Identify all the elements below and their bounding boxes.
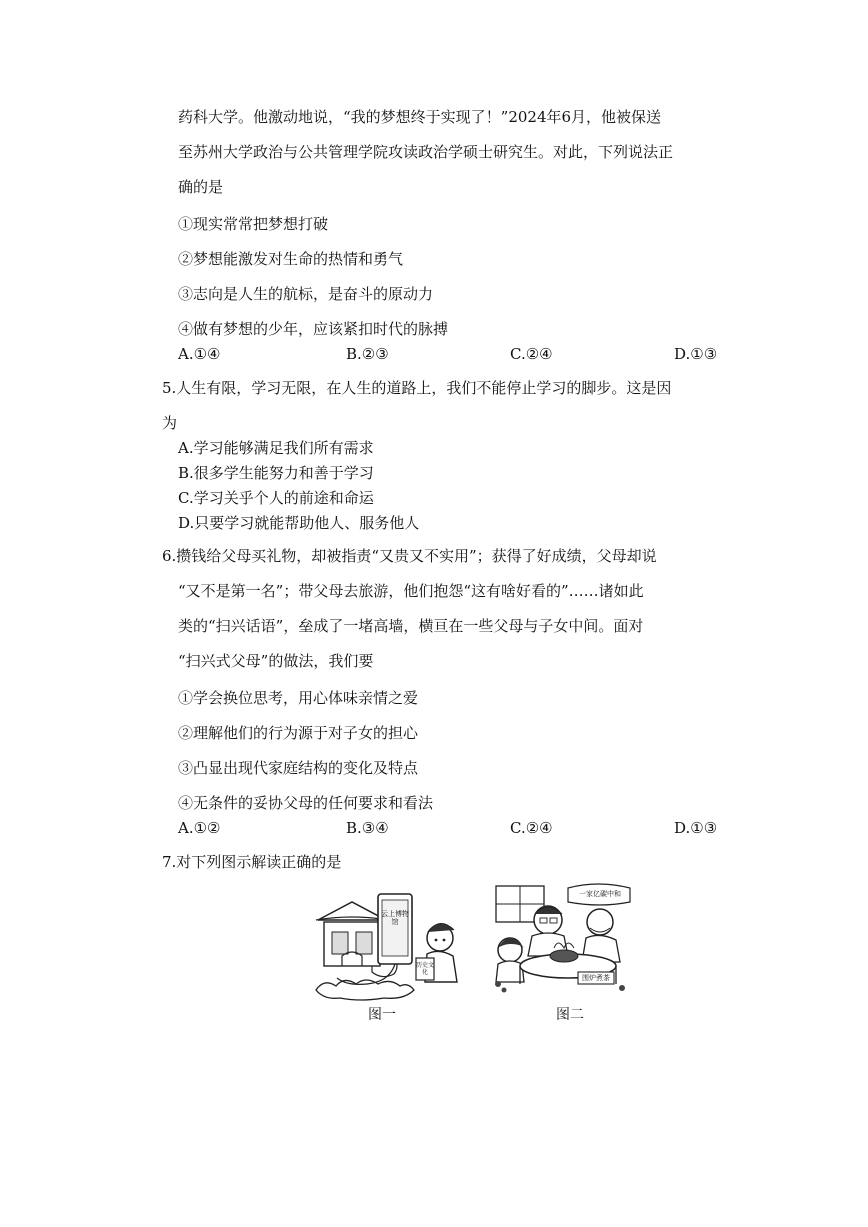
figure-1-phone-label: 云上博物馆 <box>381 910 409 926</box>
q6-statement-1: ①学会换位思考，用心体味亲情之爱 <box>178 689 419 707</box>
q4-option-d[interactable]: D.①③ <box>674 345 718 363</box>
q5-option-b[interactable]: B.很多学生能努力和善于学习 <box>178 464 374 482</box>
q5-option-a[interactable]: A.学习能够满足我们所有需求 <box>178 439 374 457</box>
figure-2-sign-label: 围炉煮茶 <box>582 974 610 982</box>
q6-option-a[interactable]: A.①② <box>178 819 221 837</box>
q6-statement-2: ②理解他们的行为源于对子女的担心 <box>178 724 419 742</box>
q4-options <box>178 344 798 364</box>
figure-1-illustration <box>312 880 468 1004</box>
q4-statement-2: ②梦想能激发对生命的热情和勇气 <box>178 250 404 268</box>
q6-statement-3: ③凸显出现代家庭结构的变化及特点 <box>178 759 419 777</box>
q4-statement-1: ①现实常常把梦想打破 <box>178 215 329 233</box>
q6-option-c[interactable]: C.②④ <box>510 819 553 837</box>
q7-stem: 7.对下列图示解读正确的是 <box>162 853 342 871</box>
figure-2-caption: 图二 <box>556 1007 584 1023</box>
figure-1-sign-label: 历史文化 <box>416 962 435 976</box>
q4-option-a[interactable]: A.①④ <box>178 345 221 363</box>
q6-stem-line-4: “扫兴式父母”的做法，我们要 <box>178 652 374 670</box>
q4-option-b[interactable]: B.②③ <box>346 345 389 363</box>
q6-stem-line-1: 6.攒钱给父母买礼物，却被指责“又贵又不实用”；获得了好成绩，父母却说 <box>162 547 657 565</box>
q4-option-c[interactable]: C.②④ <box>510 345 553 363</box>
q6-stem-line-3: 类的“扫兴话语”，垒成了一堵高墙，横亘在一些父母与子女中间。面对 <box>178 617 644 635</box>
q6-stem-line-2: “又不是第一名”；带父母去旅游，他们抱怨“这有啥好看的”……诸如此 <box>178 582 644 600</box>
q5-stem-line-1: 5.人生有限，学习无限，在人生的道路上，我们不能停止学习的脚步。这是因 <box>162 379 672 397</box>
q6-statement-4: ④无条件的妥协父母的任何要求和看法 <box>178 794 434 812</box>
q6-option-d[interactable]: D.①③ <box>674 819 718 837</box>
figure-2-illustration <box>490 880 636 1000</box>
q4-stem-line-1: 药科大学。他激动地说，“我的梦想终于实现了！”2024年6月，他被保送 <box>178 108 662 126</box>
q5-option-c[interactable]: C.学习关乎个人的前途和命运 <box>178 489 374 507</box>
q4-statement-3: ③志向是人生的航标，是奋斗的原动力 <box>178 285 434 303</box>
q6-options <box>178 818 798 838</box>
q5-option-d[interactable]: D.只要学习就能帮助他人、服务他人 <box>178 514 420 532</box>
figure-2-banner-label: 一家亿碳中和 <box>579 890 621 898</box>
figure-1-caption: 图一 <box>368 1007 396 1023</box>
q6-option-b[interactable]: B.③④ <box>346 819 389 837</box>
q4-stem-line-2: 至苏州大学政治与公共管理学院攻读政治学硕士研究生。对此，下列说法正 <box>178 143 674 161</box>
q4-stem-line-3: 确的是 <box>178 178 224 196</box>
figure-1-svg <box>312 880 468 1004</box>
q5-stem-line-2: 为 <box>162 414 178 432</box>
q4-statement-4: ④做有梦想的少年，应该紧扣时代的脉搏 <box>178 320 449 338</box>
